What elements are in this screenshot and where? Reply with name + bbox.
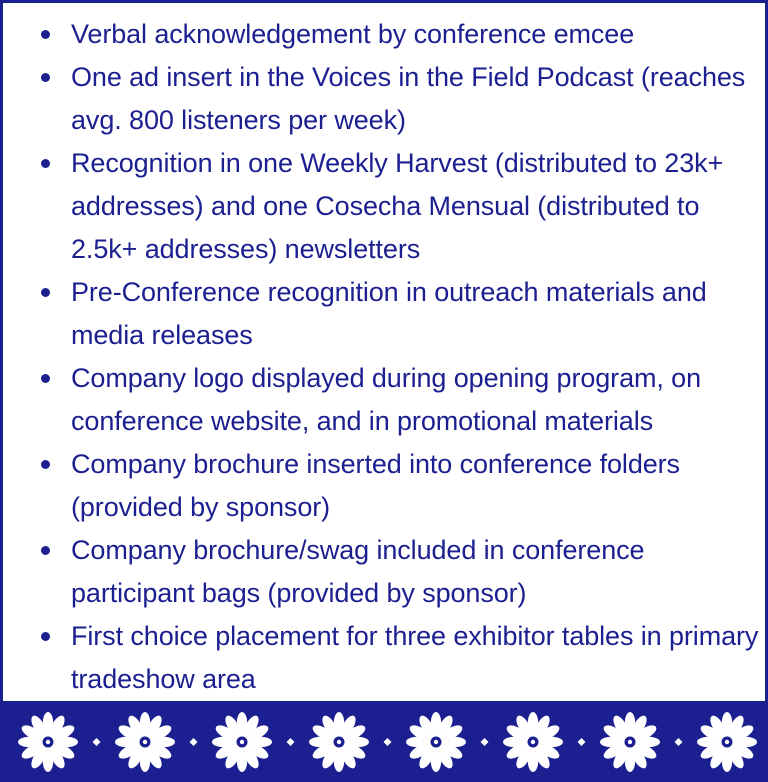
bullet-icon xyxy=(41,30,50,39)
divider-diamond xyxy=(578,738,586,746)
benefit-text: Verbal acknowledgement by conference emcee xyxy=(71,19,635,49)
benefit-text: First choice placement for three exhibitor tables in primary tradeshow area xyxy=(71,621,759,694)
bullet-icon xyxy=(41,73,50,82)
benefit-item xyxy=(27,615,767,701)
benefits-list xyxy=(27,13,767,701)
papel-picado-flower-icon xyxy=(309,712,369,772)
papel-picado-flower-icon xyxy=(503,712,563,772)
papel-picado-flower-icon xyxy=(115,712,175,772)
divider-diamond xyxy=(675,738,683,746)
benefit-item xyxy=(27,13,767,56)
benefit-text: Recognition in one Weekly Harvest (distributed to 23k+ addresses) and one Cosecha Mensual (distributed to 2.5k+ addresses) newsletters xyxy=(71,148,724,264)
benefit-text: Company logo displayed during opening program, on conference website, and in promotional materials xyxy=(71,363,702,436)
divider-diamond xyxy=(481,738,489,746)
papel-picado-flower-icon xyxy=(697,712,757,772)
papel-picado-flower-icon xyxy=(212,712,272,772)
divider-diamond xyxy=(93,738,101,746)
papel-picado-flower-icon xyxy=(18,712,78,772)
papel-picado-flower-icon xyxy=(600,712,660,772)
benefit-item xyxy=(27,357,767,443)
bullet-icon xyxy=(41,460,50,469)
benefit-item xyxy=(27,56,767,142)
benefit-item xyxy=(27,142,767,271)
bullet-icon xyxy=(41,374,50,383)
divider-diamond xyxy=(287,738,295,746)
benefit-text: Company brochure inserted into conference folders (provided by sponsor) xyxy=(71,449,680,522)
flower-border-graphic xyxy=(0,701,768,782)
bullet-icon xyxy=(41,288,50,297)
benefit-item xyxy=(27,271,767,357)
benefit-text: Company brochure/swag included in conference participant bags (provided by sponsor) xyxy=(71,535,645,608)
benefit-item xyxy=(27,529,767,615)
papel-picado-border xyxy=(0,701,768,782)
benefit-text: One ad insert in the Voices in the Field Podcast (reaches avg. 800 listeners per week) xyxy=(71,62,746,135)
papel-picado-flower-icon xyxy=(406,712,466,772)
divider-diamond xyxy=(384,738,392,746)
bullet-icon xyxy=(41,546,50,555)
benefit-item xyxy=(27,443,767,529)
divider-diamond xyxy=(190,738,198,746)
bullet-icon xyxy=(41,159,50,168)
benefit-text: Pre-Conference recognition in outreach materials and media releases xyxy=(71,277,707,350)
bullet-icon xyxy=(41,632,50,641)
